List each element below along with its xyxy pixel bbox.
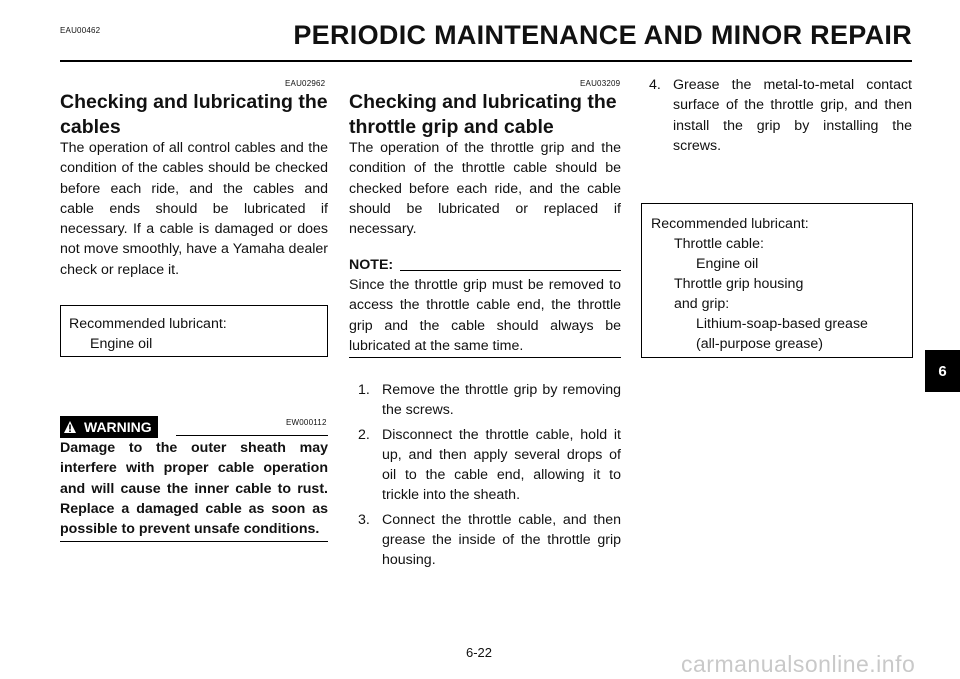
steps-list xyxy=(358,380,621,575)
note-label: NOTE: xyxy=(349,257,394,273)
section-heading: Checking and lubricating the cables xyxy=(60,91,328,138)
lubricant-box: Recommended lubricant: Engine oil xyxy=(60,305,328,357)
step-4: 4. Grease the metal-to-metal contact surface of the throttle grip, and then install the grip by installing the screws. xyxy=(649,77,912,154)
warning-triangle-icon xyxy=(64,421,76,433)
section-paragraph: The operation of the throttle grip and the condition of the throttle cable should be checked before each ride, and the cable should be lubricated or replaced if necessary. xyxy=(349,140,621,238)
page-number: 6-22 xyxy=(466,645,493,660)
note-rule xyxy=(400,270,621,271)
section-paragraph: The operation of all control cables and the condition of the cables should be checked before each ride, and the cables and cable ends should be lubricated if necessary. If a cable is damaged or does not move smoothly, have a Yamaha dealer check or replace it. xyxy=(60,140,328,278)
warning-badge: WARNING xyxy=(60,416,158,438)
list-item: 3. Connect the throttle cable, and then grease the inside of the throttle grip housing. xyxy=(358,511,621,569)
doc-code: EAU00462 xyxy=(60,26,101,35)
warning-text: Damage to the outer sheath may interfere with proper cable operation and will cause the inner cable to rust. Replace a damaged cable as soon as possible to prevent unsafe conditions. xyxy=(60,440,328,538)
lubricant-box: Recommended lubricant: Throttle cable: Engine oil Throttle grip housing and grip: Lithium-soap-based grease (all-purpose grease) xyxy=(641,203,913,358)
page-title: PERIODIC MAINTENANCE AND MINOR REPAIR xyxy=(293,20,912,50)
header-rule xyxy=(60,60,912,62)
list-item: 1. Remove the throttle grip by removing the screws. xyxy=(358,382,621,419)
warning-rule xyxy=(176,435,328,436)
note-end-rule xyxy=(349,357,621,358)
watermark: carmanualsonline.info xyxy=(681,651,916,677)
chapter-tab: 6 xyxy=(925,350,960,392)
warning-code: EW000112 xyxy=(286,418,327,427)
warning-end-rule xyxy=(60,541,328,542)
section-heading: Checking and lubricating the throttle grip and cable xyxy=(349,91,617,138)
section-code: EAU03209 xyxy=(580,79,621,88)
section-code: EAU02962 xyxy=(285,79,326,88)
list-item: 2. Disconnect the throttle cable, hold it up, and then apply several drops of oil to the cable end, allowing it to trickle into the sheath. xyxy=(358,426,621,504)
note-text: Since the throttle grip must be removed to access the throttle cable end, the throttle grip and the cable should always be lubricated at the same time. xyxy=(349,277,621,354)
